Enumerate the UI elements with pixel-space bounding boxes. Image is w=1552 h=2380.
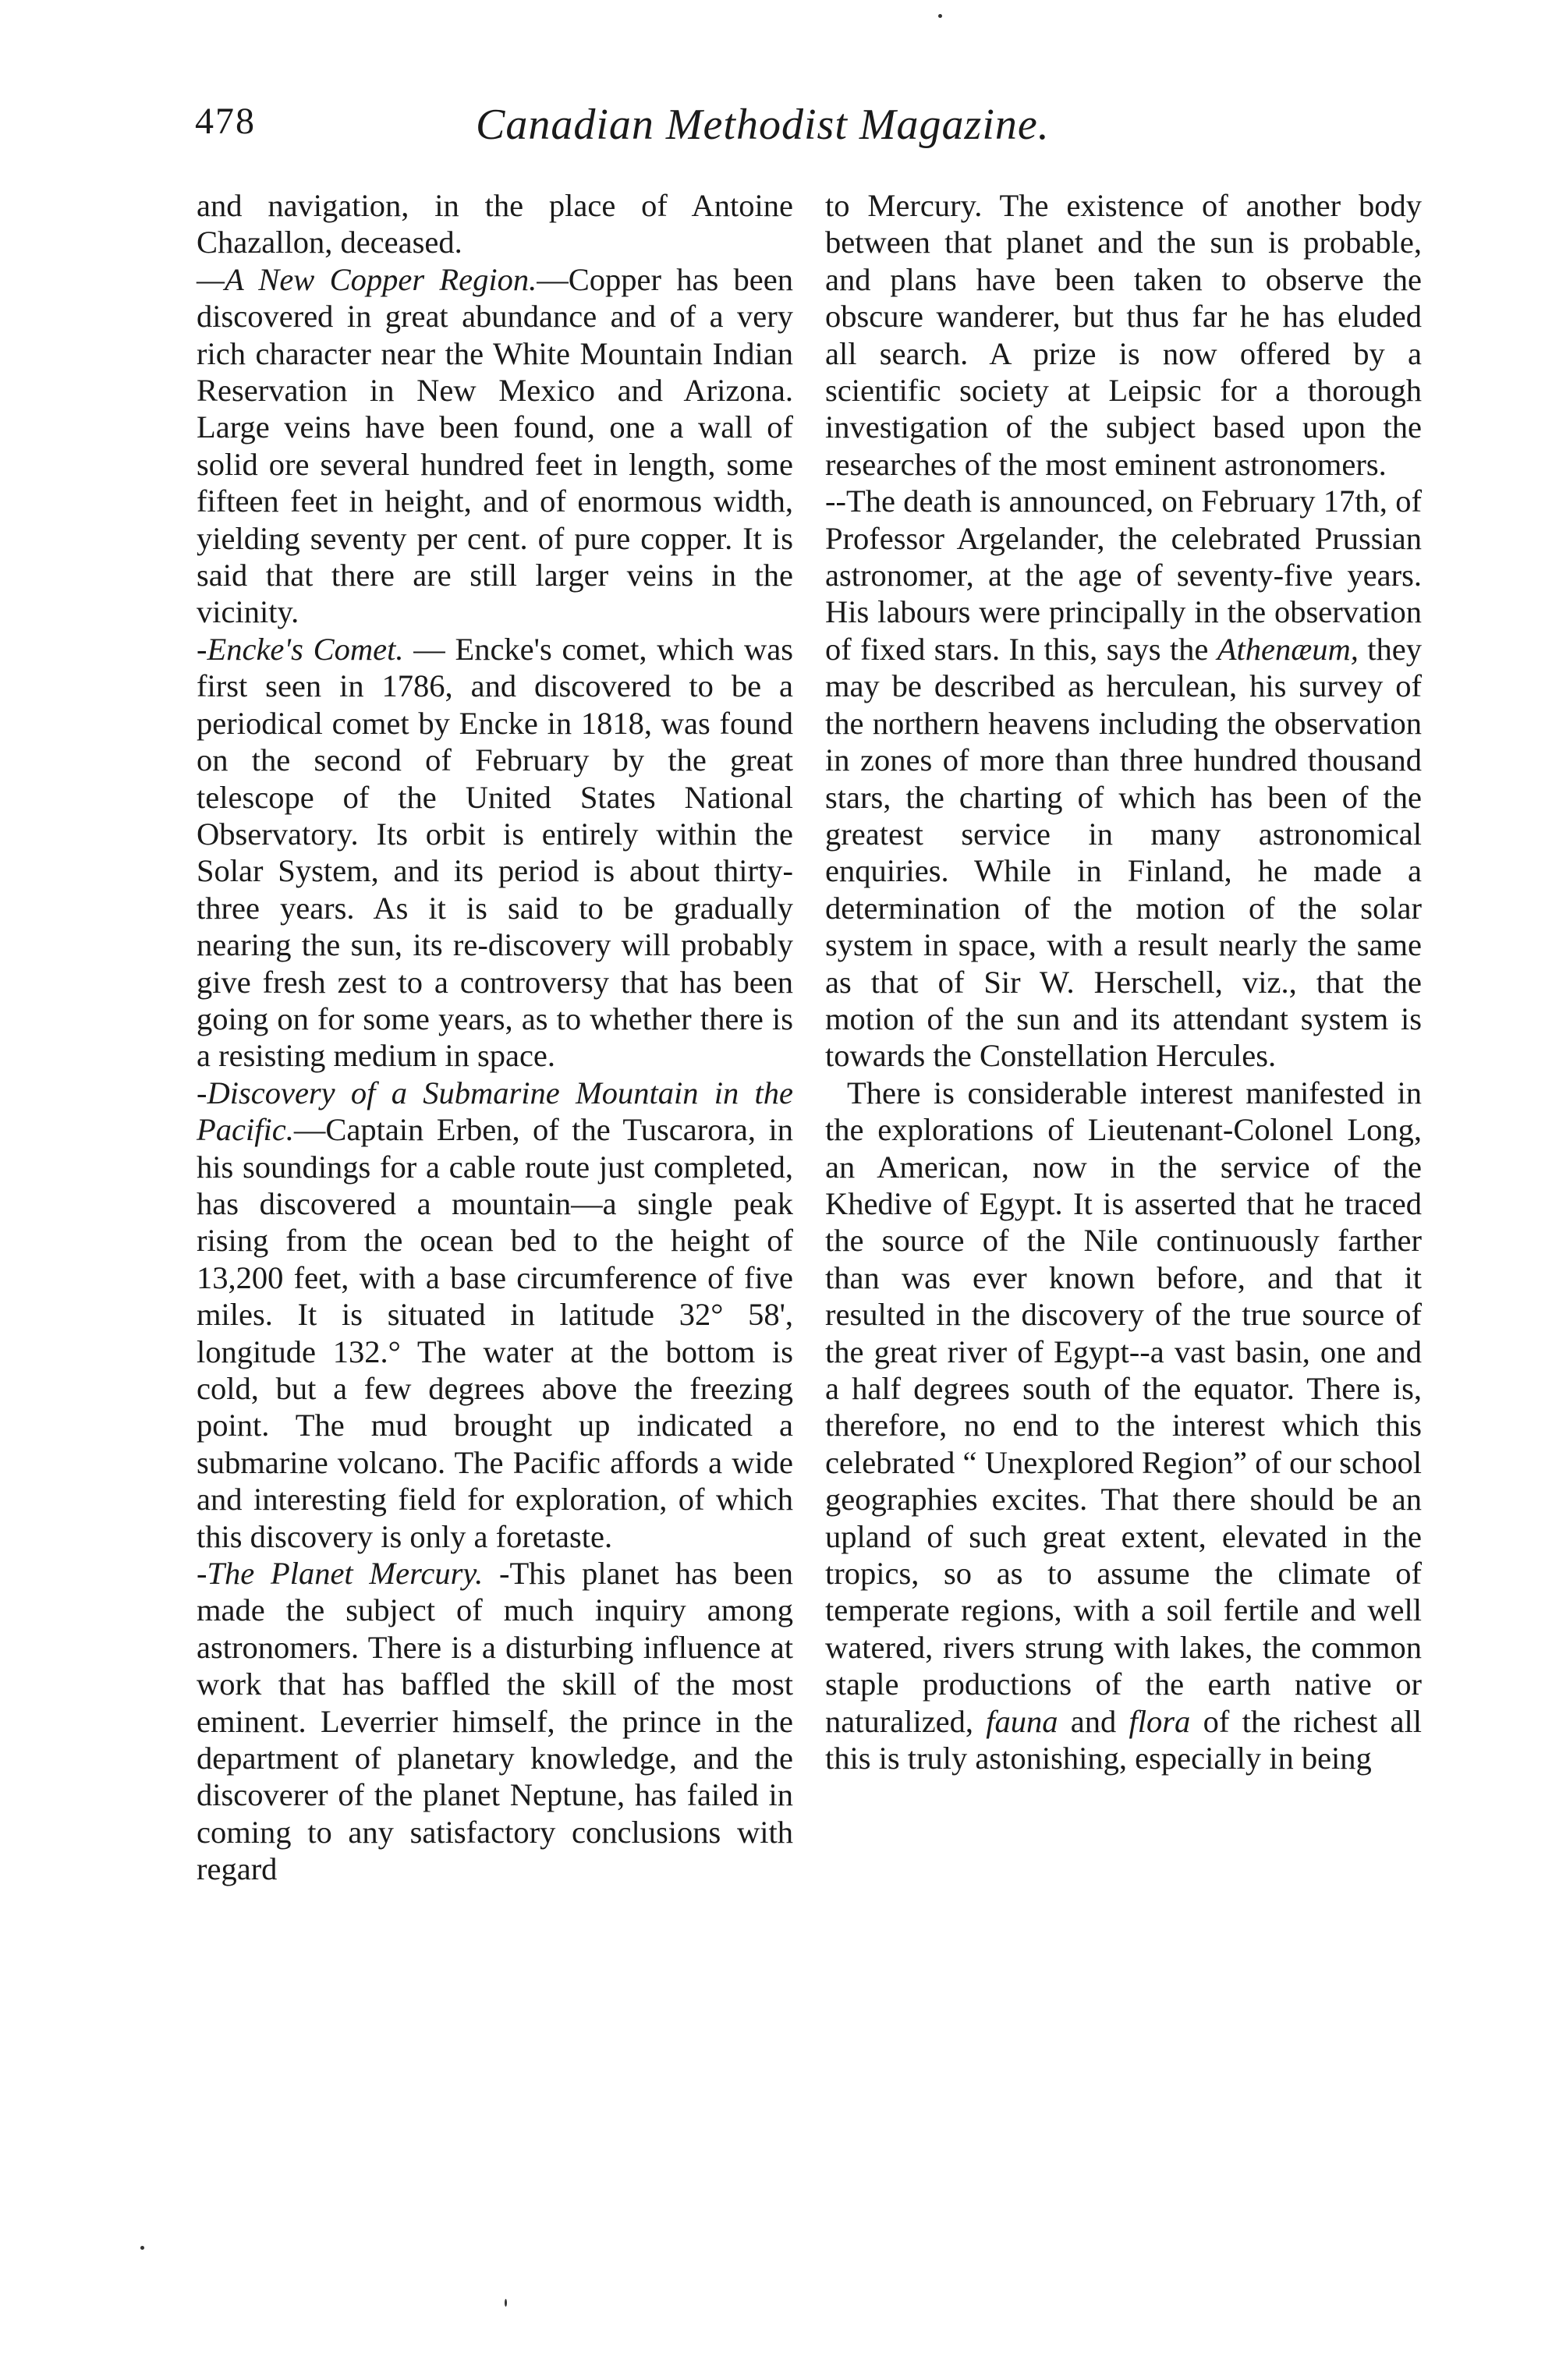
paragraph-submarine-mountain	[197, 1075, 793, 1555]
heading-planet-mercury: -The Planet Mercury.	[197, 1556, 484, 1592]
left-column	[197, 187, 793, 1888]
colonel-long-rest: of the richest all this is truly astonishing, especially in being	[825, 1703, 1422, 1776]
paragraph-colonel-long	[825, 1075, 1422, 1777]
ink-speck	[140, 2246, 144, 2250]
argelander-lead: --The death is announced, on February 17th, of Professor Argelander, the celebrated Prussian astronomer, at the age of seventy-five years. His labours were principally in the observation of fixed stars. In this, says the	[825, 483, 1422, 667]
argelander-rest: they may be described as herculean, his survey of the northern heavens including the observation in zones of more than three hundred thousand stars, the charting of which has been of the greatest service in many astronomical enquiries. While in Finland, he made a determination of the motion of the solar system in space, with a result nearly the same as that of Sir W. Herschell, viz., that the motion of the sun and its attendant system is towards the Constellation Hercules.	[825, 631, 1422, 1074]
heading-submarine-mountain: -Discovery of a Submarine Mountain in the Pacific.	[197, 1075, 793, 1148]
flora-word: flora	[1129, 1703, 1191, 1739]
running-head	[195, 100, 1412, 170]
journal-title: Canadian Methodist Magazine.	[476, 101, 1050, 149]
right-column	[825, 187, 1422, 1776]
colonel-long-lead: There is considerable interest manifested in the explorations of Lieutenant-Colonel Long, an American, now in the service of the Khedive of Egypt. It is asserted that he traced the source of the Nile continuously farther than was ever known before, and that it resulted in the discovery of the true source of the great river of Egypt--a vast basin, one and a half degrees south of the equator. There is, therefore, no end to the interest which this celebrated “ Unexplored Region” of our school geographies excites. That there should be an upland of such great extent, elevated in the tropics, so as to assume the climate of temperate regions, with a soil fertile and well watered, rivers strung with lakes, the common staple productions of the earth native or naturalized,	[825, 1075, 1422, 1739]
fauna-word: fauna	[986, 1703, 1058, 1739]
paragraph-mercury-continued: to Mercury. The existence of another body between that planet and the sun is probable, and plans have been taken to observe the obscure wanderer, but thus far he has eluded all search. A prize is now offered by a scientific society at Leipsic for a thorough investigation of the subject based upon the researches of the most eminent astronomers.	[825, 188, 1422, 482]
paragraph-enckes-comet	[197, 631, 793, 1075]
body-planet-mercury: -This planet has been made the subject of much inquiry among astronomers. There is a disturbing influence at work that has baffled the skill of the most eminent. Leverrier himself, the prince in the department of planetary knowledge, and the discoverer of the planet Neptune, has failed in coming to any satisfactory conclusions with regard	[197, 1556, 794, 1887]
body-submarine-mountain: —Captain Erben, of the Tuscarora, in his soundings for a cable route just completed, has discovered a mountain—a single peak rising from the ocean bed to the height of 13,200 feet, with a base circumference of five miles. It is situated in latitude 32° 58', longitude 132.° The water at the bottom is cold, but a few degrees above the freezing point. The mud brought up indicated a submarine volcano. The Pacific affords a wide and interesting field for exploration, of which this discovery is only a foretaste.	[197, 1112, 793, 1554]
body-enckes-comet: — Encke's comet, which was first seen in 1786, and discovered to be a periodical comet by Encke in 1818, was found on the second of February by the great telescope of the United States National Observatory. Its orbit is entirely within the Solar System, and its period is about thirty-three years. As it is said to be gradually nearing the sun, its re-discovery will probably give fresh zest to a controversy that has been going on for some years, as to whether there is a resisting medium in space.	[197, 631, 793, 1074]
fauna-flora-joiner: and	[1058, 1703, 1129, 1739]
paragraph-copper-region	[197, 261, 793, 631]
ink-speck	[505, 2299, 507, 2307]
paragraph-navigation: and navigation, in the place of Antoine Chazallon, deceased.	[197, 188, 793, 260]
paragraph-argelander	[825, 483, 1422, 1075]
paragraph-planet-mercury	[197, 1555, 793, 1888]
body-copper-region: —Copper has been discovered in great abundance and of a very rich character near the White Mountain Indian Reservation in New Mexico and Arizona. Large veins have been found, one a wall of solid ore several hundred feet in length, some fifteen feet in height, and of enormous width, yielding seventy per cent. of pure copper. It is said that there are still larger veins in the vicinity.	[197, 261, 793, 630]
page-number: 478	[195, 101, 256, 142]
heading-copper-region: —A New Copper Region.	[197, 261, 537, 297]
athenaeum-title: Athenæum,	[1217, 631, 1359, 667]
ink-speck	[938, 14, 942, 18]
heading-enckes-comet: -Encke's Comet.	[197, 631, 404, 667]
